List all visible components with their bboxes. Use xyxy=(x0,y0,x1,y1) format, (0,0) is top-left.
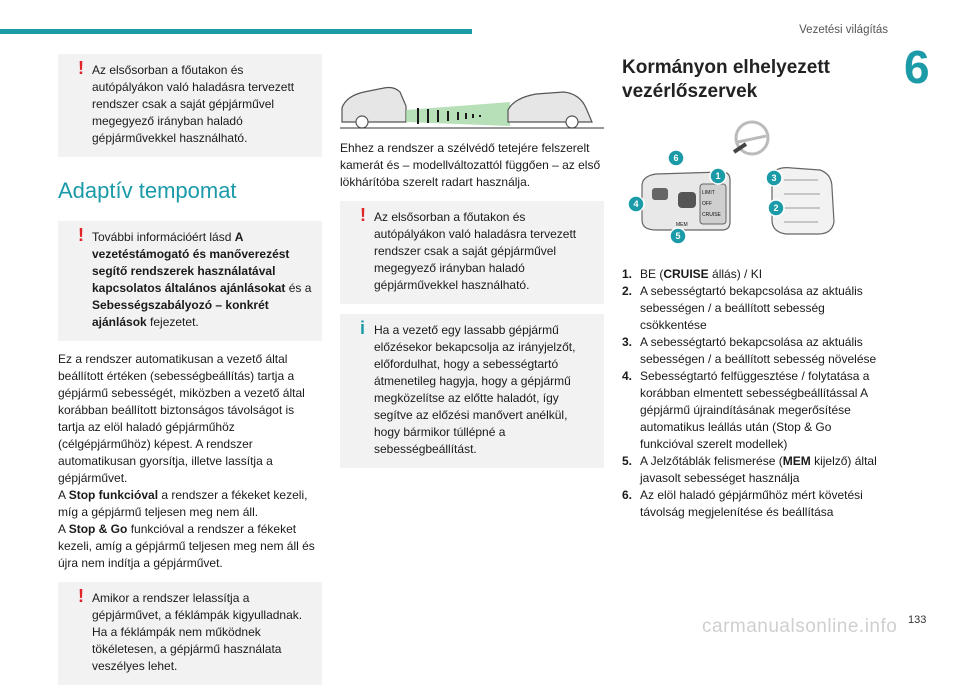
list-item: 6. Az elöl haladó gépjárműhöz mért követési távolság megjelenítése és beállítása xyxy=(622,488,863,519)
body-paragraph: A Stop & Go funkcióval a rendszer a fékeket kezeli, amíg a gépjármű teljesen meg nem áll és újra nem indítja a gépjárművet. xyxy=(58,522,315,570)
warning-text: Amikor a rendszer lelassítja a gépjárművet, a féklámpák kigyulladnak. Ha a féklámpák nem működnek tökéletesen, a gépjármű használata veszélyes lehet. xyxy=(92,591,303,673)
lever-label-cruise: CRUISE xyxy=(702,212,721,218)
steering-wheel-icon xyxy=(734,122,768,154)
info-box xyxy=(58,221,322,341)
callout-6: 6 xyxy=(673,153,679,163)
callout-2: 2 xyxy=(773,203,779,213)
steering-controls-diagram xyxy=(622,118,886,258)
body-paragraph: Ehhez a rendszer a szélvédő tetejére felszerelt kamerát és – modellváltozattól függően – az első lökhárítóba szerelt radart használja. xyxy=(340,141,601,189)
info-text: További információért lásd A vezetéstámogató és manőverezést segítő rendszerek használatával kapcsolatos általános ajánlásokat és a Sebességszabályozó – konkrét ajánlások fejezetet. xyxy=(92,230,312,329)
chapter-number: 6 xyxy=(904,41,930,93)
callout-4: 4 xyxy=(633,199,639,209)
section-title: Vezetési világítás xyxy=(799,24,888,36)
list-item: 3. A sebességtartó bekapcsolása az aktuális sebességen / a beállított sebesség növelése xyxy=(622,335,877,366)
watermark: carmanualsonline.info xyxy=(702,616,898,637)
body-paragraph: Ez a rendszer automatikusan a vezető által beállított értéken (sebességbeállítás) tartja a gépjármű sebességét, miközben a vezető által korábban beállított biztonságos távolságot is tartja az elöl haladó gépjárműhöz (célgépjárműhöz) képest. A rendszer automatikusan gyorsítja, illetve lassítja a gépjárművet. xyxy=(58,352,305,485)
warning-icon: ! xyxy=(360,205,366,225)
warning-text: Az elsősorban a főutakon és autópályákon való haladásra tervezett rendszer csak a saját gépjárművel megegyező irányban haladó gépjárművekkel használható. xyxy=(374,210,577,292)
list-item: 1. BE (CRUISE állás) / KI xyxy=(622,267,763,281)
callout-1: 1 xyxy=(715,171,721,181)
car-radar-illustration xyxy=(340,78,604,130)
list-item: 2. A sebességtartó bekapcsolása az aktuális sebességen / a beállított sebesség csökkentése xyxy=(622,284,863,332)
section-heading: Kormányon elhelyezett vezérlőszervek xyxy=(622,57,830,102)
warning-text: Az elsősorban a főutakon és autópályákon való haladásra tervezett rendszer csak a saját gépjárművel megegyező irányban haladó gépjárművekkel használható. xyxy=(92,63,295,145)
warning-icon: ! xyxy=(78,58,84,78)
info-text: Ha a vezető egy lassabb gépjármű előzésekor bekapcsolja az irányjelzőt, előfordulhat, hogy a sebességtartó átmenetileg hagyja, hogy a gépjármű megközelítse az előtte haladót, így segítve az előzési manővert anélkül, hogy bármikor túllépné a sebességbeállítást. xyxy=(374,323,576,456)
section-heading: Adaptív tempomat xyxy=(58,178,237,203)
lever-label-limit: LIMIT xyxy=(702,190,715,196)
column-right xyxy=(622,56,886,521)
column-middle xyxy=(340,78,604,468)
warning-box xyxy=(58,54,322,157)
lever-label-mem: MEM xyxy=(676,222,688,228)
warning-box xyxy=(58,582,322,685)
info-box xyxy=(340,314,604,468)
callout-5: 5 xyxy=(675,231,681,241)
warning-icon: ! xyxy=(78,586,84,606)
body-paragraph: A Stop funkcióval a rendszer a fékeket kezeli, míg a gépjármű teljesen meg nem áll. xyxy=(58,488,308,519)
page-number: 133 xyxy=(908,614,927,626)
list-item: 4. Sebességtartó felfüggesztése / folytatása a korábban elmentett sebességbeállítással A gépjármű újraindításának megerősítése automatikus leállás után (Stop & Go funkcióval szerelt modellek) xyxy=(622,369,870,451)
warning-icon: ! xyxy=(78,225,84,245)
column-left xyxy=(58,54,322,685)
list-item: 5. A Jelzőtáblák felismerése (MEM kijelző) által javasolt sebességet használja xyxy=(622,454,877,485)
info-icon: i xyxy=(360,318,366,338)
warning-box xyxy=(340,201,604,304)
header-accent-bar xyxy=(0,29,472,34)
callout-3: 3 xyxy=(771,173,777,183)
controls-list xyxy=(622,266,886,521)
lever-label-off: OFF xyxy=(702,201,712,207)
